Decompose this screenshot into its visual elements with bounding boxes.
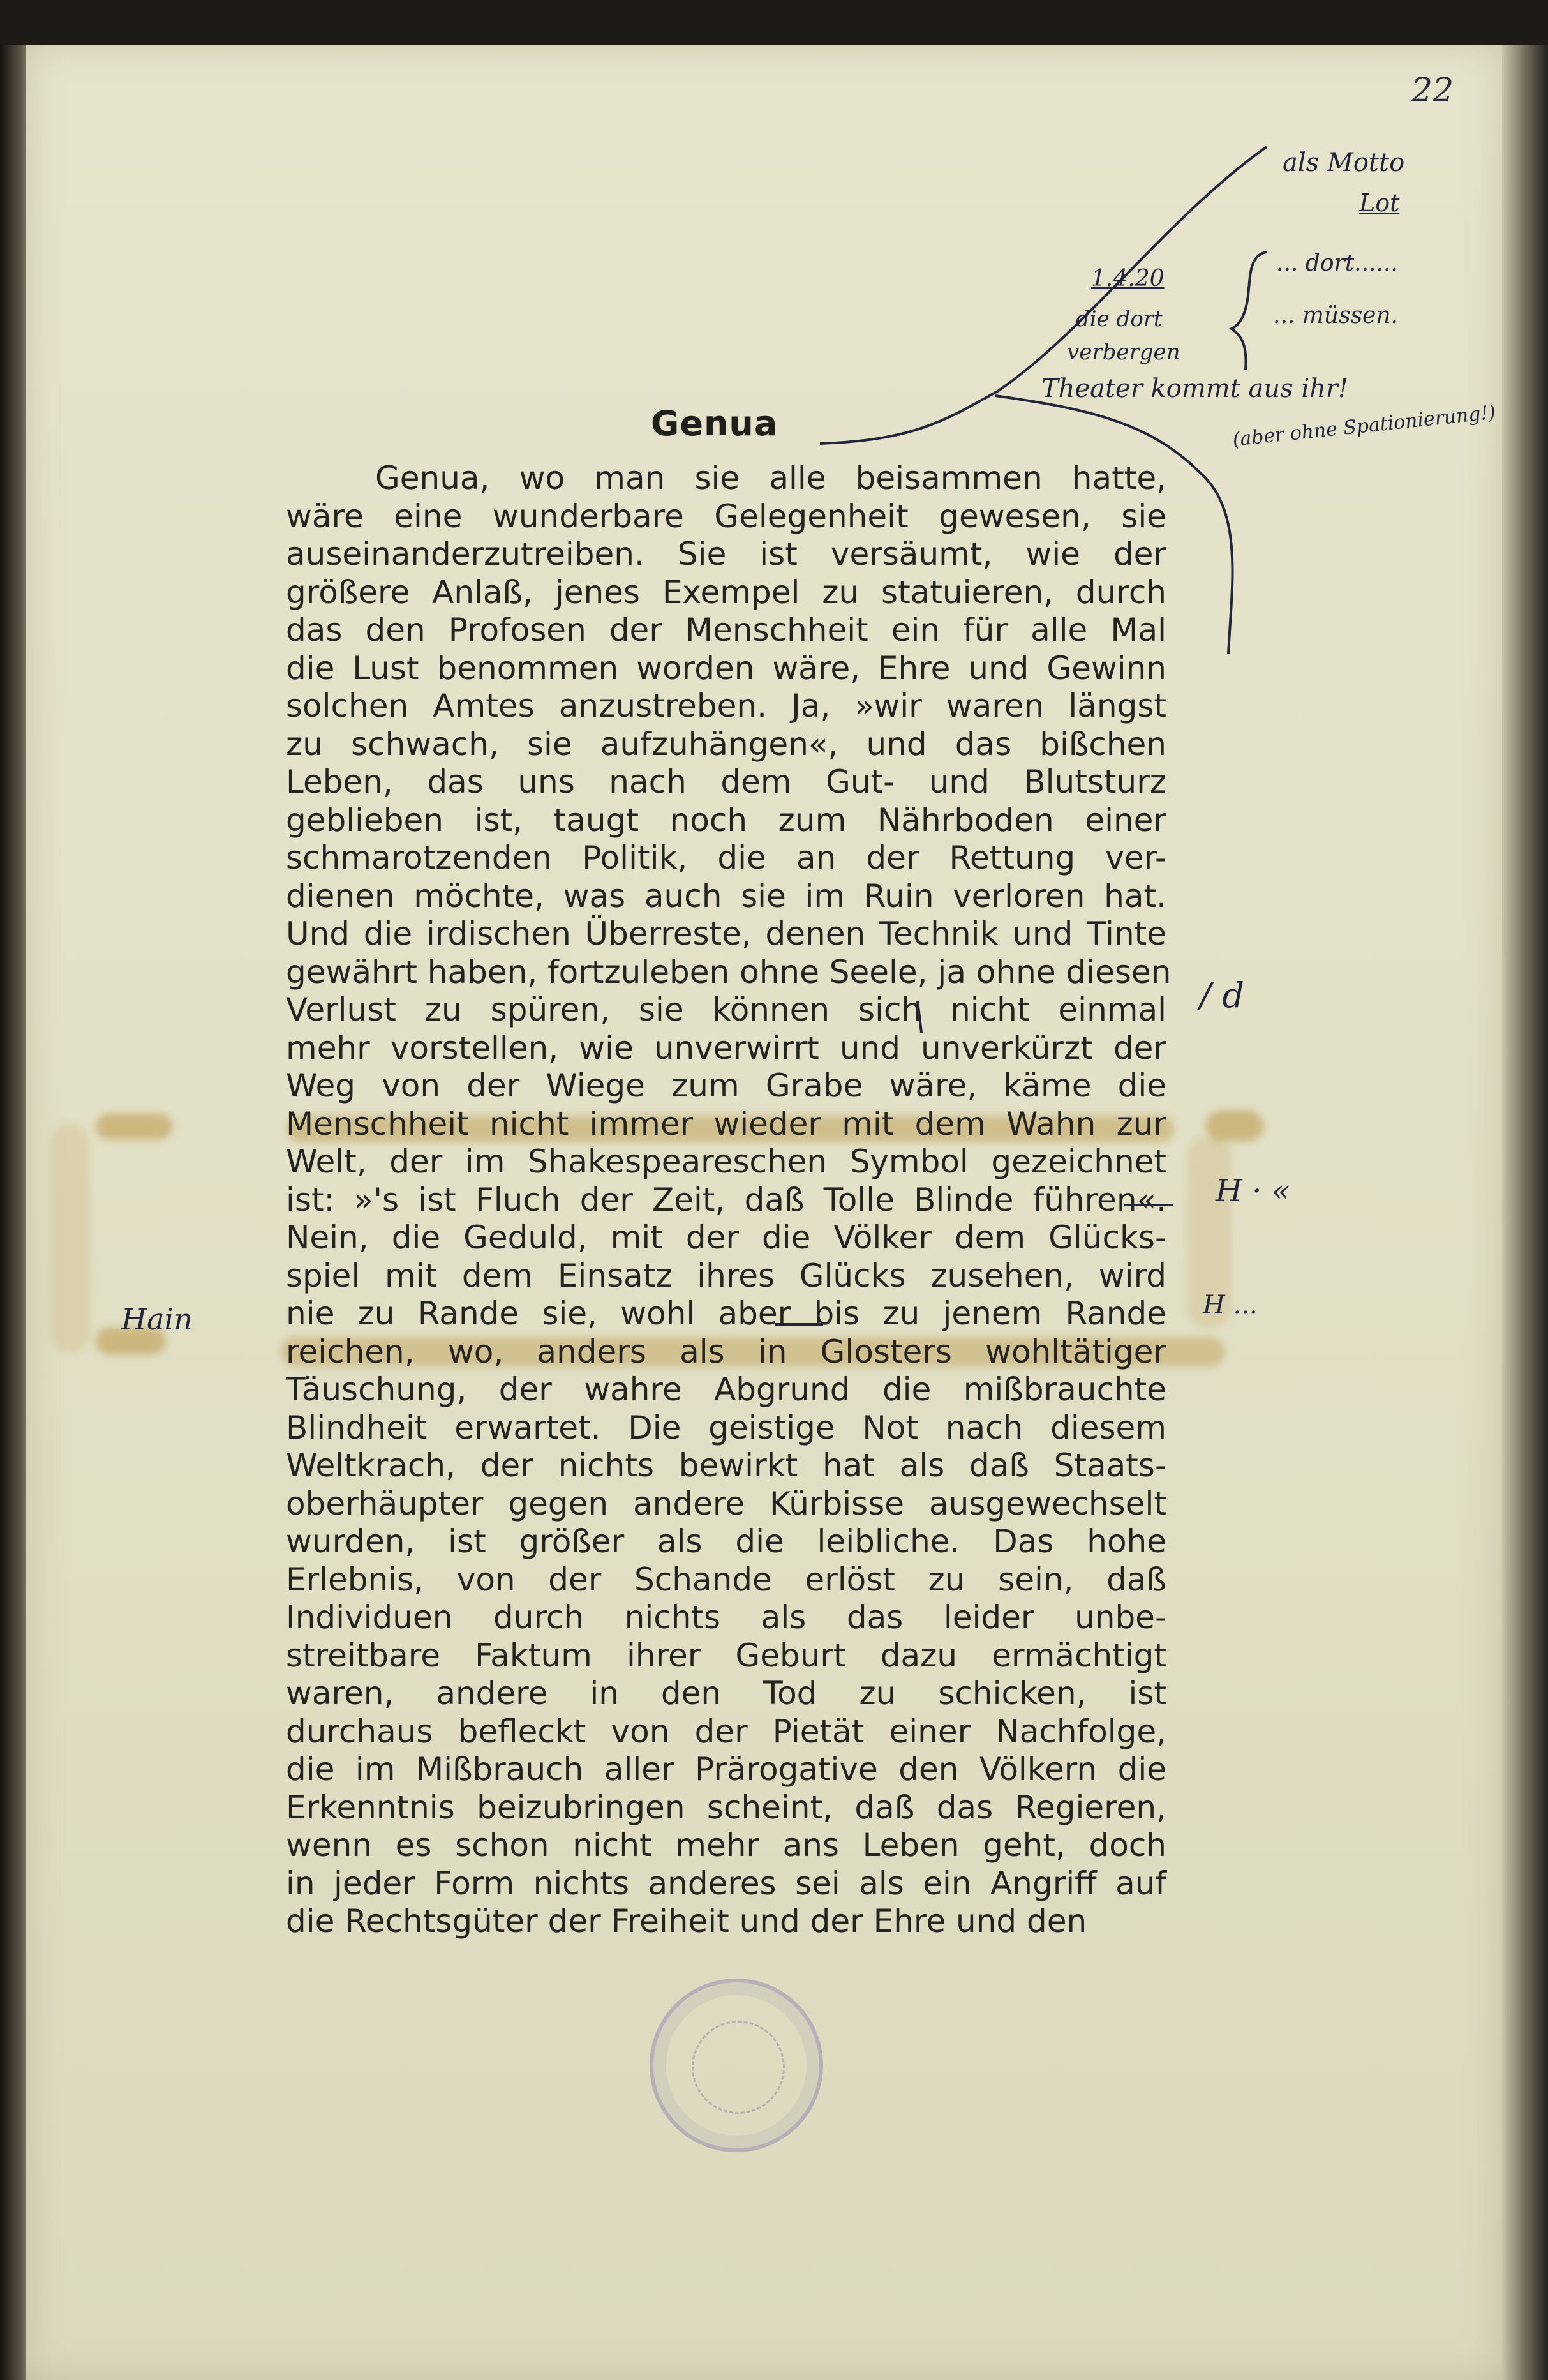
text-line: durchaus befleckt von der Pietät einer Nachfolge, <box>286 1712 1166 1750</box>
insertion-stroke <box>820 147 1267 444</box>
annotation-insert-2: die dort <box>1076 306 1163 332</box>
library-stamp <box>650 1979 823 2152</box>
text-line: Täuschung, der wahre Abgrund die mißbrauchte <box>286 1371 1166 1408</box>
text-line: gewährt haben, fortzuleben ohne Seele, ja ohne diesen <box>286 953 1172 991</box>
annotation-margin-left: Hain <box>121 1302 193 1336</box>
text-line: Verlust zu spüren, sie können sich nicht einmal <box>286 991 1166 1028</box>
text-line: Blindheit erwartet. Die geistige Not nach diesem <box>286 1409 1166 1446</box>
text-line: geblieben ist, taugt noch zum Nährboden einer <box>286 801 1166 839</box>
text-line: Erlebnis, von der Schande erlöst zu sein, daß <box>286 1560 1166 1598</box>
insertion-stroke <box>995 396 1232 654</box>
text-line: streitbare Faktum ihrer Geburt dazu ermächtigt <box>286 1636 1166 1674</box>
text-line: Welt, der im Shakespeareschen Symbol gezeichnet <box>286 1143 1166 1180</box>
text-line: Weltkrach, der nichts bewirkt hat als daß Staats- <box>286 1447 1166 1484</box>
text-line: wenn es schon nicht mehr ans Leben geht, doch <box>286 1827 1166 1864</box>
text-line: spiel mit dem Einsatz ihres Glücks zusehen, wird <box>286 1257 1166 1294</box>
annotation-insert-date: 1.4.20 <box>1091 266 1165 292</box>
text-line: Erkenntnis beizubringen scheint, daß das Regieren, <box>286 1788 1166 1826</box>
text-line: Genua, wo man sie alle beisammen hatte, <box>375 460 1166 497</box>
text-line: Individuen durch nichts als das leider unbe- <box>286 1599 1166 1636</box>
text-line: Leben, das uns nach dem Gut- und Blutsturz <box>286 763 1166 800</box>
text-line: dienen möchte, was auch sie im Ruin verloren hat. <box>286 877 1166 915</box>
annotation-insert-4: Theater kommt aus ihr! <box>1041 374 1349 403</box>
annotation-motto: als Motto <box>1283 148 1405 177</box>
text-line: die im Mißbrauch aller Prärogative den Völkern die <box>286 1751 1166 1788</box>
annotation-margin-3: H ... <box>1203 1291 1258 1320</box>
annotation-margin-1: / d <box>1200 975 1244 1015</box>
text-line: zu schwach, sie aufzuhängen«, und das bißchen <box>286 725 1166 763</box>
page-number: 22 <box>1411 71 1454 110</box>
text-line: in jeder Form nichts anderes sei als ein Angriff auf <box>286 1864 1166 1902</box>
text-line: Nein, die Geduld, mit der die Völker dem Glücks- <box>286 1219 1166 1256</box>
text-line: wäre eine wunderbare Gelegenheit gewesen, sie <box>286 497 1166 535</box>
text-line: Menschheit nicht immer wieder mit dem Wahn zur <box>286 1105 1166 1142</box>
brace-stroke <box>1232 252 1267 370</box>
annotation-lot: Lot <box>1359 189 1400 217</box>
text-line: Weg von der Wiege zum Grabe wäre, käme die <box>286 1067 1166 1104</box>
text-line: schmarotzenden Politik, die an der Rettung ver- <box>286 839 1166 876</box>
annotation-margin-2: H · « <box>1216 1173 1290 1209</box>
text-line: auseinanderzutreiben. Sie ist versäumt, wie der <box>286 535 1166 573</box>
annotation-brace-2: ... müssen. <box>1273 303 1398 329</box>
text-line: ist: »'s ist Fluch der Zeit, daß Tolle Blinde führen«. <box>286 1181 1166 1218</box>
text-line: mehr vorstellen, wie unverwirrt und unverkürzt der <box>286 1029 1166 1067</box>
annotation-insert-3: verbergen <box>1067 340 1180 365</box>
text-line: solchen Amtes anzustreben. Ja, »wir waren längst <box>286 687 1166 724</box>
page-title: Genua <box>651 403 778 444</box>
text-line: oberhäupter gegen andere Kürbisse ausgewechselt <box>286 1485 1166 1522</box>
text-line: das den Profosen der Menschheit ein für alle Mal <box>286 611 1166 648</box>
strike-stroke <box>918 1001 921 1033</box>
text-line: wurden, ist größer als die leibliche. Das hohe <box>286 1523 1166 1560</box>
annotation-brace-1: ... dort...... <box>1276 250 1398 276</box>
text-line: nie zu Rande sie, wohl aber bis zu jenem Rande <box>286 1295 1166 1332</box>
text-line: waren, andere in den Tod zu schicken, ist <box>286 1675 1166 1712</box>
text-line: die Rechtsgüter der Freiheit und der Ehre und den <box>286 1903 1087 1940</box>
text-line: die Lust benommen worden wäre, Ehre und Gewinn <box>286 649 1166 687</box>
text-line: reichen, wo, anders als in Glosters wohltätiger <box>286 1333 1166 1370</box>
text-line: Und die irdischen Überreste, denen Technik und Tinte <box>286 915 1166 952</box>
text-line: größere Anlaß, jenes Exempel zu statuieren, durch <box>286 573 1166 611</box>
annotation-insert-5: (aber ohne Spationierung!) <box>1232 401 1497 451</box>
